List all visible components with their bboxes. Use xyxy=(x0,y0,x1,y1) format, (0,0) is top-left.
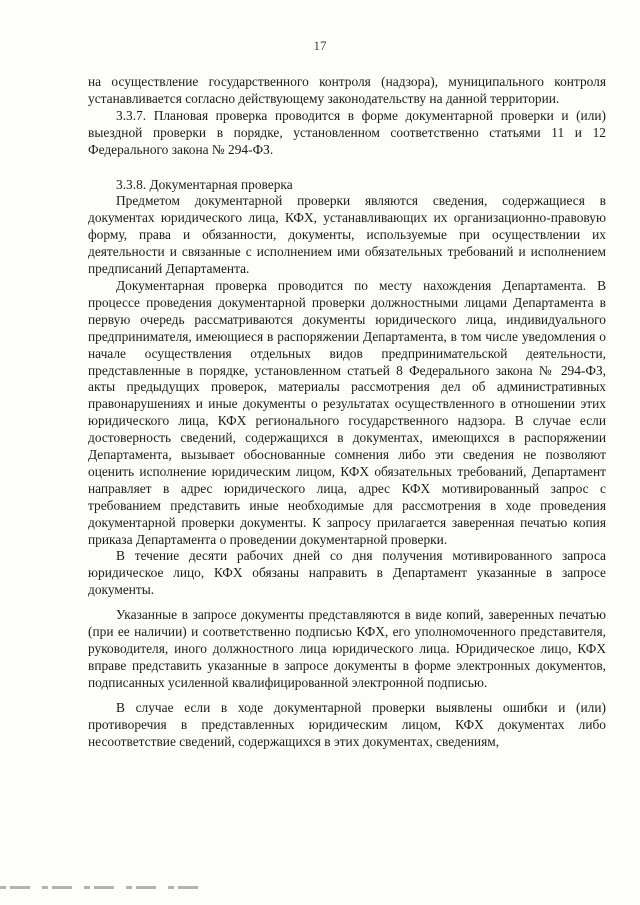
paragraph-location: Документарная проверка проводится по месту нахождения Департамента. В процессе проведения документарной проверки должностными лицами Департамента в первую очередь рассматриваются документы юридического лица, индивидуального предпринимателя, имеющиеся в распоряжении Департамента, в том числе уведомления о начале осуществления отдельных видов предпринимательской деятельности, представленные в порядке, установленном статьей 8 Федерального закона № 294-ФЗ, акты предыдущих проверок, материалы рассмотрения дел об административных правонарушениях и иные документы о результатах осуществленного в отношении этих юридического лица, КФХ регионального государственного надзора. В случае если достоверность сведений, содержащихся в документах, имеющихся в распоряжении Департамента, вызывает обоснованные сомнения либо эти сведения не позволяют оценить исполнение юридическим лицом, КФХ обязательных требований, Департамент направляет в адрес юридического лица, адрес КФХ мотивированный запрос с требованием представить иные необходимые для рассмотрения в ходе проведения документарной проверки документы. К запросу прилагается заверенная печатью копия приказа Департамента о проведении документарной проверки. xyxy=(88,277,606,547)
paragraph-3-3-7: 3.3.7. Плановая проверка проводится в форме документарной проверки и (или) выездной проверки в порядке, установленном соответственно статьями 11 и 12 Федерального закона № 294-ФЗ. xyxy=(88,107,606,157)
document-body xyxy=(88,74,606,750)
paragraph-subject: Предметом документарной проверки являются сведения, содержащиеся в документах юридического лица, КФХ, устанавливающих их организационно-правовую форму, права и обязанности, документы, используемые при осуществлении их деятельности и связанные с исполнением ими обязательных требований и исполнением предписаний Департамента. xyxy=(88,193,606,277)
paragraph-errors: В случае если в ходе документарной проверки выявлены ошибки и (или) противоречия в представленных юридическим лицом, КФХ документах либо несоответствие сведений, содержащихся в этих документах, сведениям, xyxy=(88,699,606,749)
paragraph-copies: Указанные в запросе документы представляются в виде копий, заверенных печатью (при ее наличии) и соответственно подписью КФХ, его уполномоченного представителя, руководителя, иного должностного лица юридического лица. Юридическое лицо, КФХ вправе представить указанные в запросе документы в форме электронных документов, подписанных усиленной квалифицированной электронной подписью. xyxy=(88,607,606,690)
paragraph-continuation: на осуществление государственного контроля (надзора), муниципального контроля устанавливается согласно действующему законодательству на данной территории. xyxy=(88,74,606,106)
scan-edge-marks xyxy=(0,886,200,889)
paragraph-deadline: В течение десяти рабочих дней со дня получения мотивированного запроса юридическое лицо, КФХ обязаны направить в Департамент указанные в запросе документы. xyxy=(88,548,606,598)
page-number: 17 xyxy=(313,38,327,53)
section-heading-3-3-8: 3.3.8. Документарная проверка xyxy=(116,176,293,192)
